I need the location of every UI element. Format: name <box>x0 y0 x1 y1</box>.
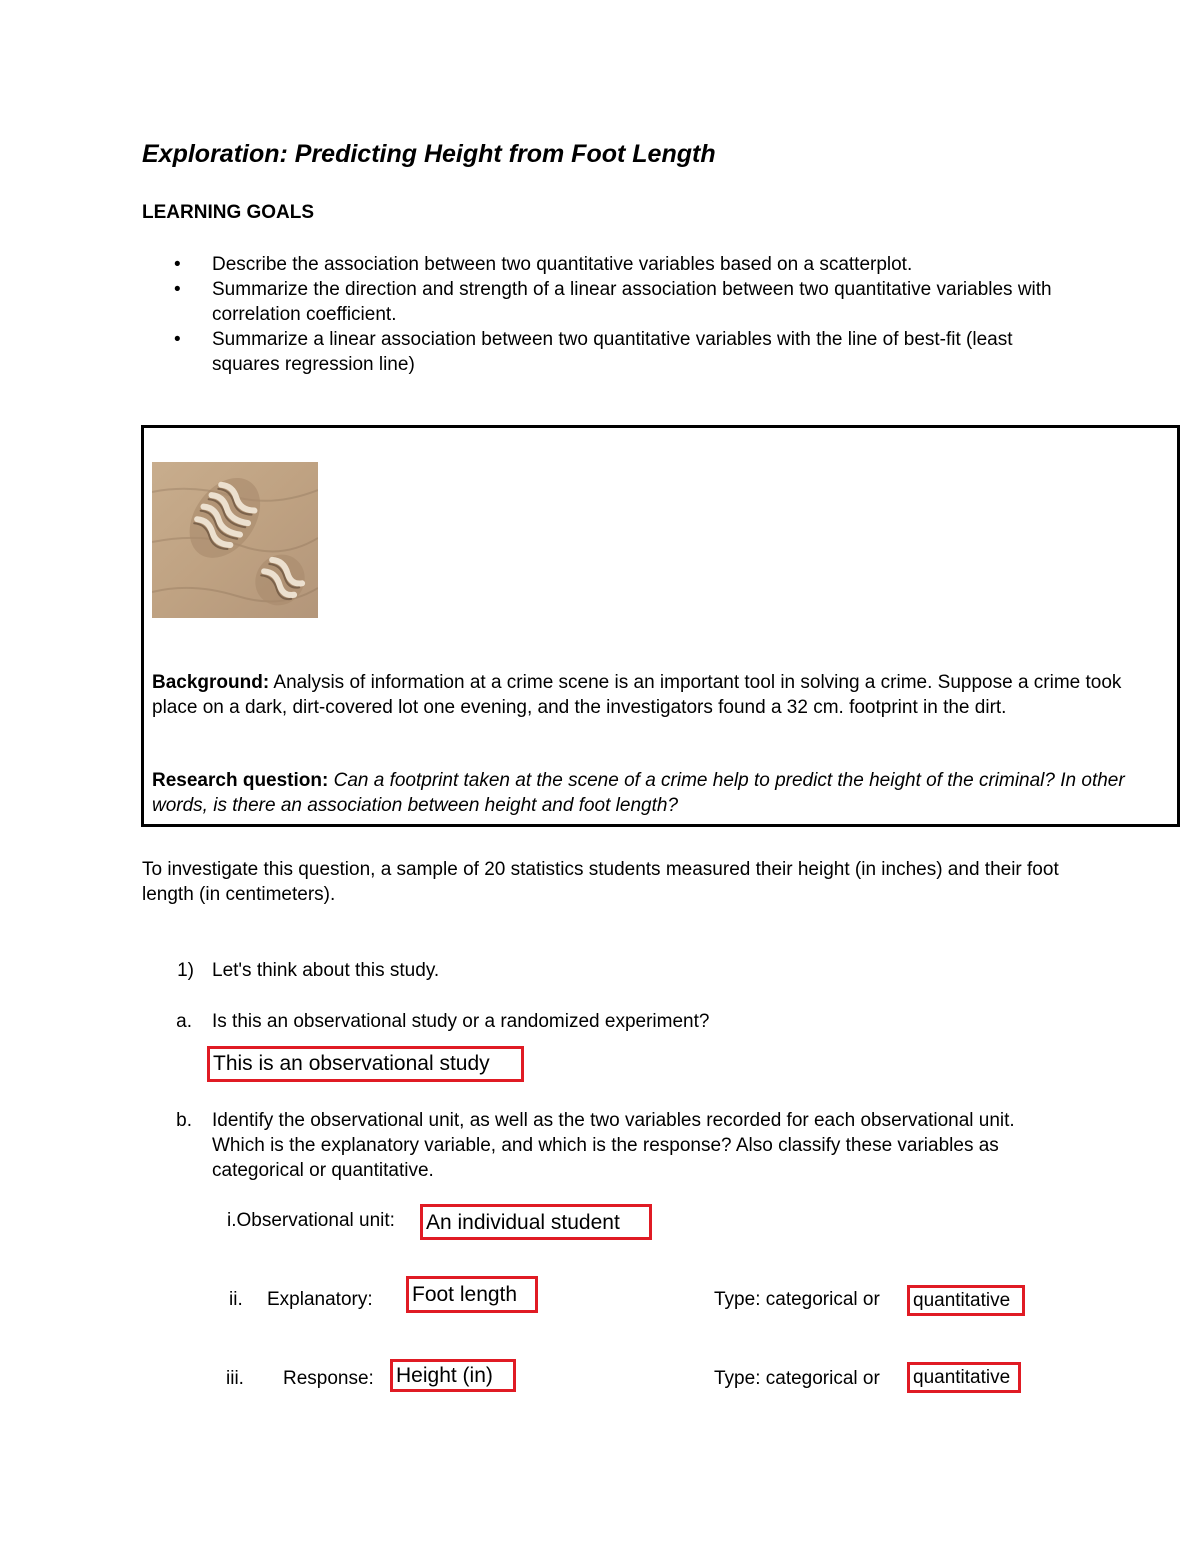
question-1b-marker: b. <box>176 1110 192 1131</box>
question-1a-text: Is this an observational study or a randomized experiment? <box>212 1011 710 1032</box>
explanatory-marker: ii. <box>229 1289 243 1310</box>
list-item <box>172 277 1052 327</box>
explanatory-label: Explanatory: <box>267 1289 373 1310</box>
research-question-label: Research question: <box>152 770 329 791</box>
goal-text: Summarize the direction and strength of a linear association between two quantitative variables with correlation coefficient. <box>212 279 1052 325</box>
footprint-photo <box>152 462 318 618</box>
response-type-input[interactable]: quantitative <box>907 1362 1021 1393</box>
research-question-text: Can a footprint taken at the scene of a crime help to predict the height of the criminal? In other words, is there an association between height and foot length? <box>152 770 1125 816</box>
bullet-icon: • <box>174 329 181 350</box>
goal-text: Summarize a linear association between two quantitative variables with the line of best-fit (least squares regression line) <box>212 329 1013 375</box>
background-text: Analysis of information at a crime scene is an important tool in solving a crime. Suppose a crime took place on a dark, dirt-covered lot one evening, and the investigators found a 32 cm. footprint in the dirt. <box>152 672 1122 718</box>
learning-goals-heading: LEARNING GOALS <box>142 202 315 223</box>
background-label: Background: <box>152 672 270 693</box>
bullet-icon: • <box>174 279 181 300</box>
background-paragraph <box>152 670 1167 720</box>
response-input[interactable]: Height (in) <box>390 1359 516 1392</box>
bullet-icon: • <box>174 254 181 275</box>
page-title: Exploration: Predicting Height from Foot Length <box>142 140 716 168</box>
learning-goals-list <box>172 252 1052 377</box>
question-1-number: 1) <box>177 960 194 981</box>
response-label: Response: <box>283 1368 374 1389</box>
list-item <box>172 252 1052 277</box>
response-type-label: Type: categorical or <box>714 1368 880 1389</box>
answer-1a-input[interactable]: This is an observational study <box>207 1046 524 1082</box>
list-item <box>172 327 1052 377</box>
explanatory-input[interactable]: Foot length <box>406 1276 538 1313</box>
observational-unit-input[interactable]: An individual student <box>420 1204 652 1240</box>
explanatory-type-input[interactable]: quantitative <box>907 1285 1025 1316</box>
research-question-paragraph <box>152 768 1167 818</box>
question-1-text: Let's think about this study. <box>212 960 440 981</box>
response-marker: iii. <box>226 1368 244 1389</box>
intro-paragraph: To investigate this question, a sample of 20 statistics students measured their height (in inches) and their foot length (in centimeters). <box>142 859 1059 905</box>
question-1b-text: Identify the observational unit, as well as the two variables recorded for each observational unit. Which is the explanatory variable, and which is the response? Also classify these variables as categorical or quantitative. <box>212 1110 1015 1181</box>
explanatory-type-label: Type: categorical or <box>714 1289 880 1310</box>
goal-text: Describe the association between two quantitative variables based on a scatterplot. <box>212 254 913 275</box>
observational-unit-label: i.Observational unit: <box>227 1210 395 1231</box>
question-1a-marker: a. <box>176 1011 192 1032</box>
